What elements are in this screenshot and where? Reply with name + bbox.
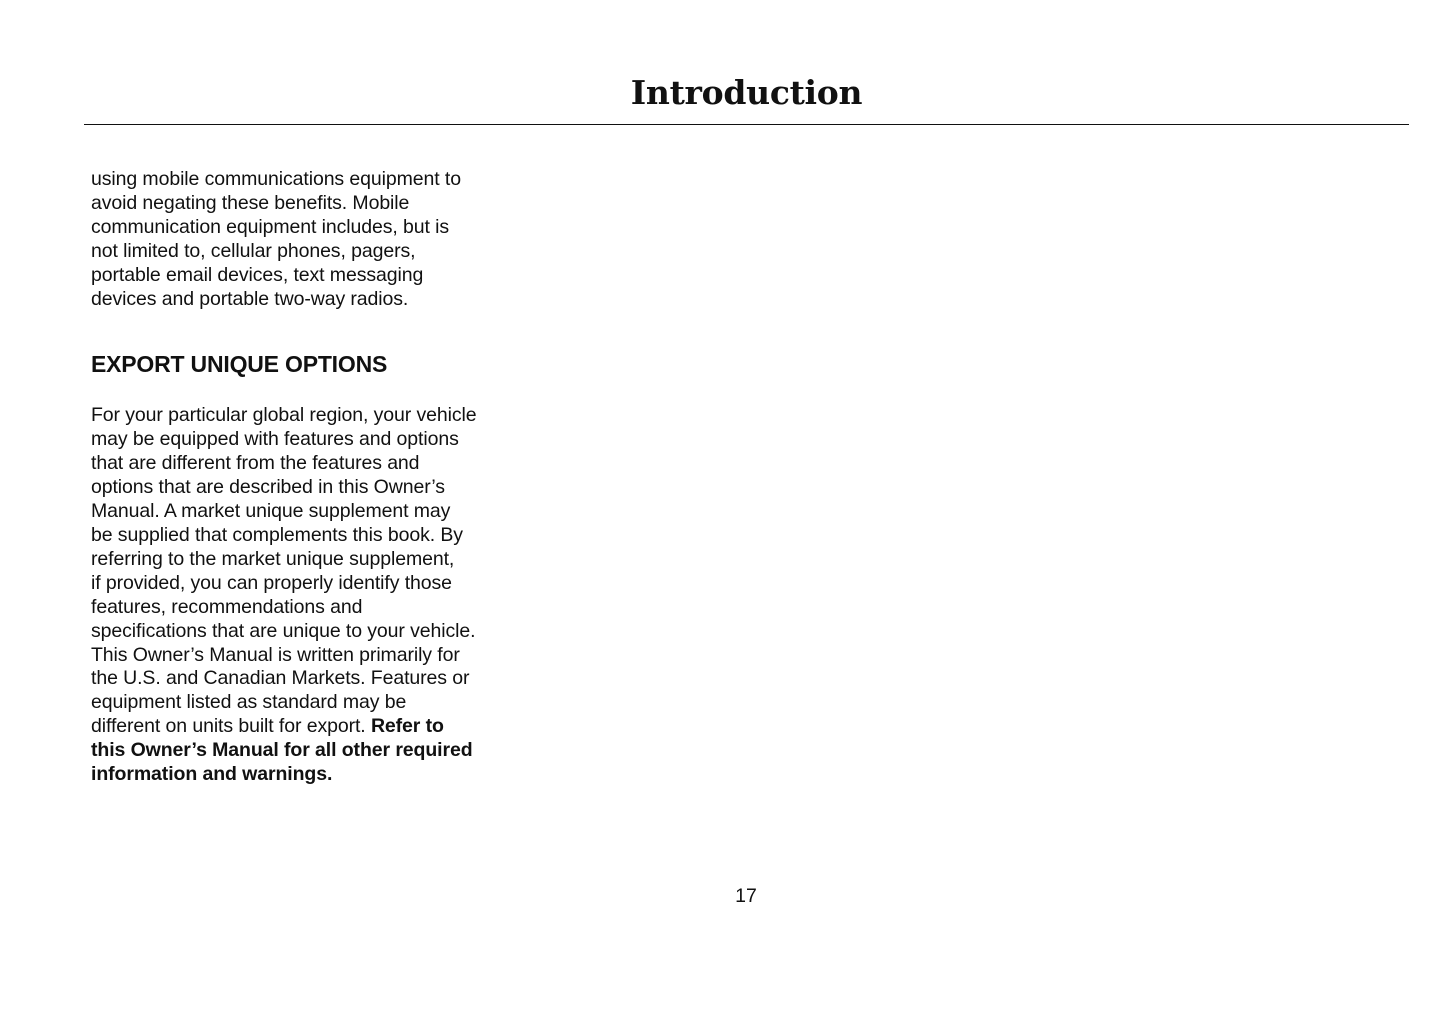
bold-note: Refer to xyxy=(370,715,444,738)
paragraph-line: referring to the market unique supplement, xyxy=(91,547,455,570)
paragraph-line: specifications that are unique to your vehicle. xyxy=(91,619,476,642)
paragraph-line: that are different from the features and xyxy=(91,452,420,475)
bold-note: this Owner’s Manual for all other required xyxy=(91,739,473,762)
paragraph-line: not limited to, cellular phones, pagers, xyxy=(91,239,416,262)
section-paragraph xyxy=(91,404,511,787)
paragraph-line: portable email devices, text messaging xyxy=(91,263,424,286)
paragraph-line: devices and portable two-way radios. xyxy=(91,287,409,310)
paragraph-line xyxy=(91,715,511,739)
paragraph-line-text: different on units built for export. xyxy=(91,715,371,738)
paragraph-line: equipment listed as standard may be xyxy=(91,691,407,714)
text-column xyxy=(91,168,511,787)
paragraph-line: This Owner’s Manual is written primarily for xyxy=(91,643,460,666)
paragraph-line: may be equipped with features and options xyxy=(91,428,459,451)
page-number: 17 xyxy=(735,885,757,907)
header-divider xyxy=(84,124,1409,125)
bold-note: information and warnings. xyxy=(91,763,333,786)
section-heading: EXPORT UNIQUE OPTIONS xyxy=(91,351,388,378)
paragraph-line: Manual. A market unique supplement may xyxy=(91,500,451,523)
paragraph-line: For your particular global region, your vehicle xyxy=(91,404,477,427)
paragraph-line: if provided, you can properly identify those xyxy=(91,571,452,594)
paragraph-line: options that are described in this Owner’s xyxy=(91,476,445,499)
paragraph-line: communication equipment includes, but is xyxy=(91,215,450,238)
paragraph-line: the U.S. and Canadian Markets. Features or xyxy=(91,667,470,690)
page-title: Introduction xyxy=(630,73,863,112)
paragraph-line: features, recommendations and xyxy=(91,595,363,618)
paragraph-line: avoid negating these benefits. Mobile xyxy=(91,191,410,214)
paragraph-line: using mobile communications equipment to xyxy=(91,168,461,190)
intro-paragraph xyxy=(91,168,511,311)
paragraph-line: be supplied that complements this book. By xyxy=(91,523,463,546)
